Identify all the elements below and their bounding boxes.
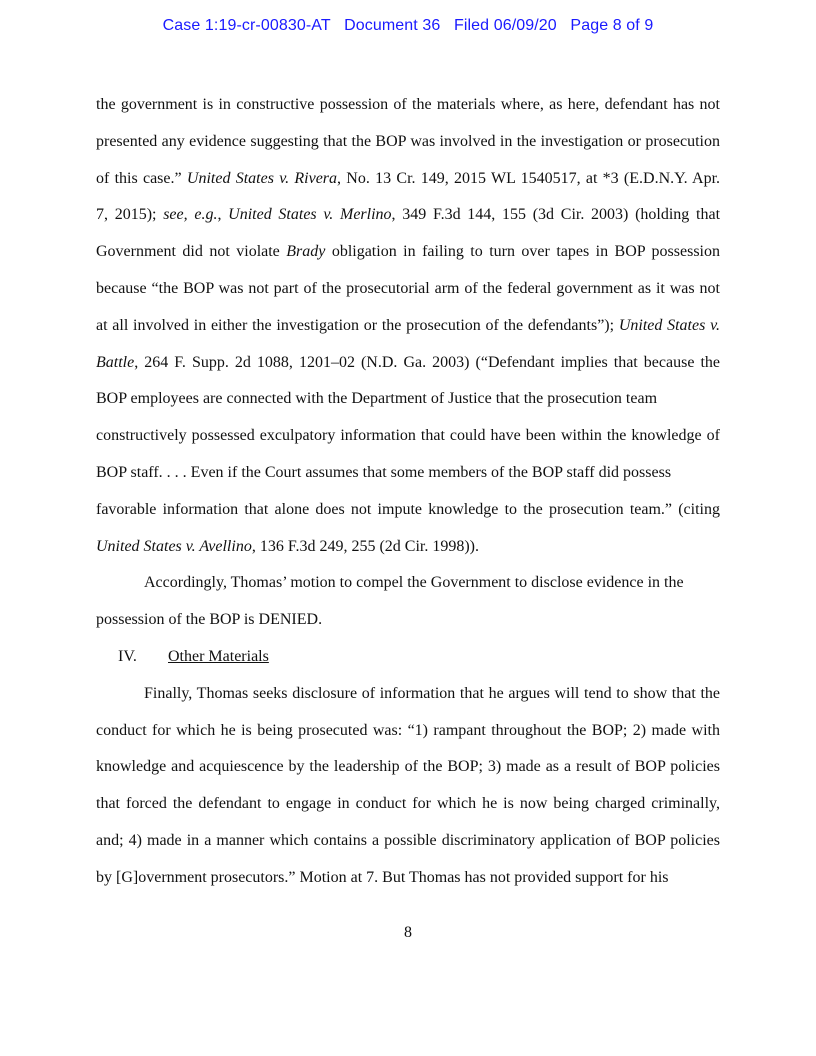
text-line — [96, 350, 720, 387]
text-run: possession of the BOP is DENIED. — [96, 611, 323, 629]
text-run: Accordingly, Thomas’ motion to compel the Government to disclose evidence in the — [144, 574, 684, 592]
text-line — [96, 313, 720, 350]
text-line — [96, 791, 720, 828]
text-line — [96, 607, 720, 644]
section-heading — [96, 644, 720, 681]
text-run: of this case.” — [96, 169, 187, 187]
document-number: Document 36 — [344, 17, 441, 34]
case-number: Case 1:19-cr-00830-AT — [162, 17, 331, 34]
text-run: BOP staff. . . . Even if the Court assumes that some members of the BOP staff did possess — [96, 463, 672, 481]
text-line — [96, 166, 720, 203]
text-run: , 264 F. Supp. 2d 1088, 1201–02 (N.D. Ga. 2003) (“Defendant implies that because the — [134, 353, 720, 371]
text-line — [96, 754, 720, 791]
text-run: by [G]overnment prosecutors.” Motion at 7. But Thomas has not provided support for his — [96, 868, 669, 886]
text-line — [96, 239, 720, 276]
text-run: constructively possessed exculpatory information that could have been within the knowledge of — [96, 427, 720, 445]
text-run: Government did not violate — [96, 243, 287, 261]
text-run: 7, 2015); — [96, 206, 164, 224]
section-number: IV. — [118, 647, 137, 665]
text-run: Finally, Thomas seeks disclosure of information that he argues will tend to show that the — [144, 684, 720, 702]
case-citation: United States v. Rivera — [186, 169, 338, 187]
text-line — [96, 865, 720, 902]
case-citation: United States v. Merlino — [228, 206, 392, 224]
case-citation: Brady — [286, 243, 326, 261]
text-run: that forced the defendant to engage in conduct for which he is now being charged criminally, — [96, 795, 720, 813]
case-citation: United States v. — [618, 316, 720, 334]
text-line — [96, 570, 720, 607]
text-line — [96, 129, 720, 166]
text-line — [96, 828, 720, 865]
text-line — [96, 202, 720, 239]
text-run: and; 4) made in a manner which contains a possible discriminatory application of BOP policies — [96, 831, 720, 849]
text-run: , No. 13 Cr. 149, 2015 WL 1540517, at *3 (E.D.N.Y. Apr. — [337, 169, 721, 187]
text-run: favorable information that alone does not impute knowledge to the prosecution team.” (citing — [96, 500, 720, 518]
signal-phrase: see, e.g. — [163, 206, 218, 224]
text-run: , — [217, 206, 229, 224]
text-run: conduct for which he is being prosecuted was: “1) rampant throughout the BOP; 2) made with — [96, 721, 720, 739]
case-citation: Battle — [96, 353, 135, 371]
text-run: presented any evidence suggesting that the BOP was involved in the investigation or prosecution — [96, 132, 720, 150]
text-run: , 136 F.3d 249, 255 (2d Cir. 1998)). — [251, 537, 479, 555]
filed-date: Filed 06/09/20 — [453, 17, 557, 34]
text-run: knowledge and acquiescence by the leadership of the BOP; 3) made as a result of BOP policies — [96, 758, 720, 776]
case-header — [0, 17, 816, 35]
text-run: , 349 F.3d 144, 155 (3d Cir. 2003) (holding that — [391, 206, 721, 224]
section-title: Other Materials — [168, 647, 269, 665]
text-line — [96, 460, 720, 497]
text-line — [96, 276, 720, 313]
text-run: at all involved in either the investigation or the prosecution of the defendants”); — [96, 316, 619, 334]
text-line — [96, 718, 720, 755]
text-run: the government is in constructive possession of the materials where, as here, defendant has not — [96, 96, 720, 113]
text-run: obligation in failing to turn over tapes in BOP possession — [325, 243, 721, 261]
case-citation: United States v. Avellino — [96, 537, 252, 555]
text-line — [96, 681, 720, 718]
text-line — [96, 534, 720, 571]
text-run: BOP employees are connected with the Department of Justice that the prosecution team — [96, 390, 658, 408]
page-number: 8 — [404, 924, 412, 941]
text-run: because “the BOP was not part of the prosecutorial arm of the federal government as it was not — [96, 279, 720, 297]
document-body — [96, 92, 720, 902]
page-indicator: Page 8 of 9 — [570, 17, 654, 34]
text-line — [96, 497, 720, 534]
text-line — [96, 92, 720, 129]
text-line — [96, 423, 720, 460]
text-line — [96, 386, 720, 423]
